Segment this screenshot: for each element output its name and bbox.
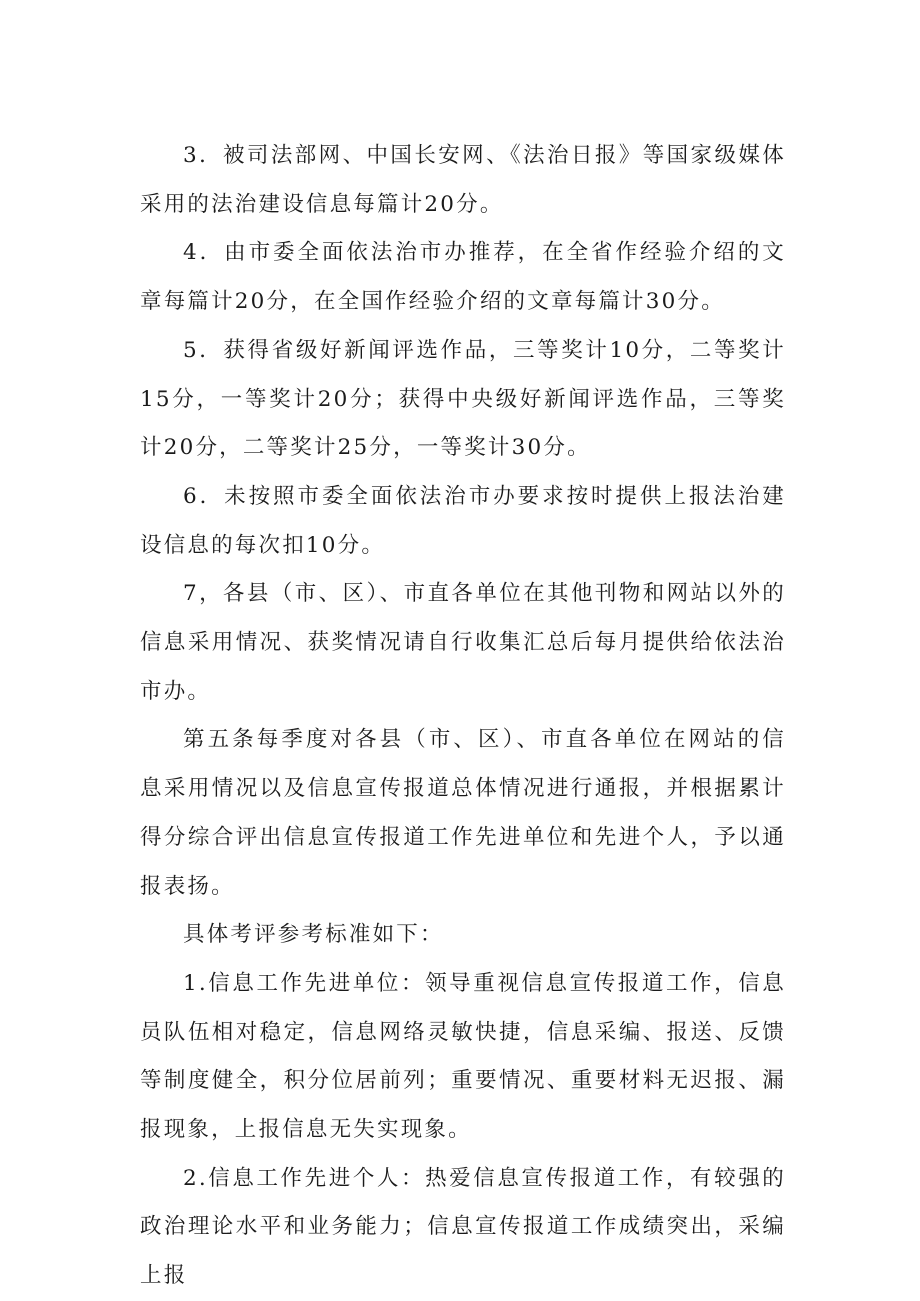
paragraph-item-6-deduction: 6．未按照市委全面依法治市办要求按时提供上报法治建设信息的每次扣10分。	[140, 483, 786, 558]
paragraph-item-3-national-media: 3．被司法部网、中国长安网、《法治日报》等国家级媒体采用的法治建设信息每篇计20分。	[140, 143, 786, 217]
paragraph-criteria-advanced-individual: 2.信息工作先进个人：热爱信息宣传报道工作，有较强的政治理论水平和业务能力；信息宣传报道工作成绩突出，采编上报	[140, 1165, 786, 1289]
paragraph-item-7-self-collection: 7，各县（市、区）、市直各单位在其他刊物和网站以外的信息采用情况、获奖情况请自行收集汇总后每月提供给依法治市办。	[140, 581, 786, 704]
paragraph-item-5-news-awards: 5．获得省级好新闻评选作品，三等奖计10分，二等奖计15分，一等奖计20分；获得中央级好新闻评选作品，三等奖计20分，二等奖计25分，一等奖计30分。	[140, 337, 786, 461]
document-body	[140, 132, 786, 1301]
paragraph-criteria-advanced-unit: 1.信息工作先进单位：领导重视信息宣传报道工作，信息员队伍相对稳定，信息网络灵敏快捷，信息采编、报送、反馈等制度健全，积分位居前列；重要情况、重要材料无迟报、漏报现象，上报信息无失实现象。	[140, 970, 786, 1143]
paragraph-criteria-intro: 具体考评参考标准如下：	[183, 922, 444, 948]
paragraph-article-5: 第五条每季度对各县（市、区）、市直各单位在网站的信息采用情况以及信息宣传报道总体情况进行通报，并根据累计得分综合评出信息宣传报道工作先进单位和先进个人，予以通报表扬。	[140, 727, 786, 899]
paragraph-item-4-experience-articles: 4．由市委全面依法治市办推荐，在全省作经验介绍的文章每篇计20分，在全国作经验介绍的文章每篇计30分。	[140, 240, 786, 315]
